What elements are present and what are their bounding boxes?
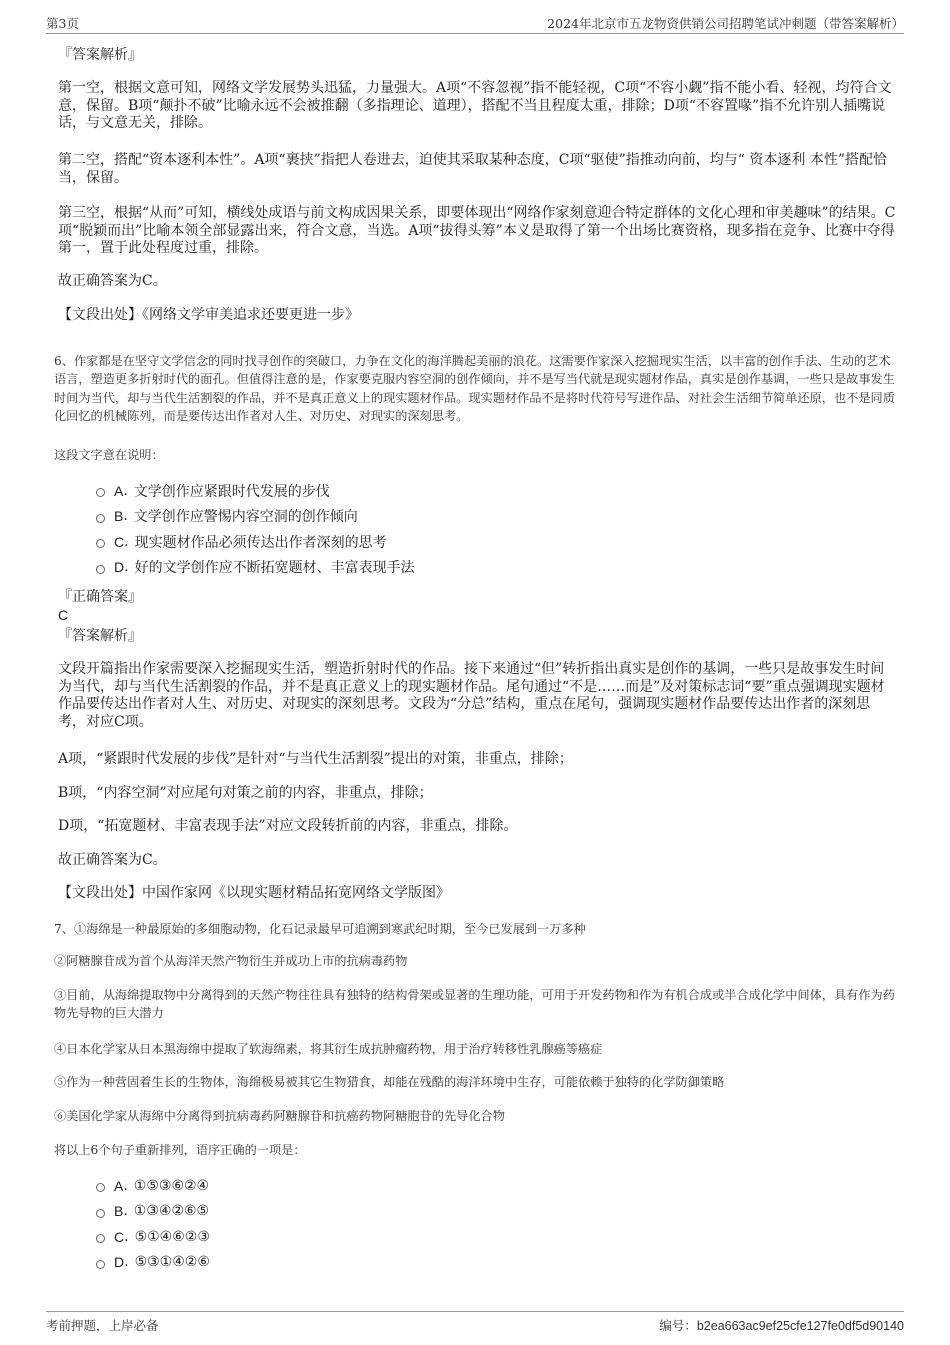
radio-icon[interactable] [96, 1209, 105, 1218]
q7-option-c[interactable]: C . ⑤①④⑥②③ [96, 1224, 596, 1250]
q5-conclusion: 故正确答案为C。 [58, 273, 167, 289]
q6-options [96, 478, 596, 580]
q7-sentence-6: ⑥美国化学家从海绵中分离得到抗病毒药阿糖腺苷和抗癌药物阿糖胞苷的先导化合物 [54, 1109, 505, 1123]
q6-option-b[interactable]: B . 文学创作应警惕内容空洞的创作倾向 [96, 504, 596, 530]
q7-option-d[interactable]: D . ⑤③①④②⑥ [96, 1250, 596, 1276]
q7-sentence-4: ④日本化学家从日本黑海绵中提取了软海绵素，将其衍生成抗肿瘤药物，用于治疗转移性乳腺癌等癌症 [54, 1042, 603, 1056]
radio-icon[interactable] [96, 488, 105, 497]
q6-option-d[interactable]: D . 好的文学创作应不断拓宽题材、丰富表现手法 [96, 555, 596, 581]
q5-source: 【文段出处】《网络文学审美追求还要更进一步》 [58, 307, 359, 323]
q6-correct-label: 『正确答案』 [58, 589, 142, 605]
q7-sentence-3: ③目前，从海绵提取物中分离得到的天然产物往往具有独特的结构骨架或显著的生理功能，可用于开发药物和作为有机合成或半合成化学中间体，具有作为药物先导物的巨大潜力 [54, 988, 895, 1021]
q6-stem: 6、作家都是在坚守文学信念的同时找寻创作的突破口，力争在文化的海洋腾起美丽的浪花。这需要作家深入挖掘现实生活，以丰富的创作手法、生动的艺术语言，塑造更多折射时代的面孔。但值得注意的是，作家要克服内容空洞的创作倾向，并不是写当代就是现实题材作品，真实是创作基调，一些只是故事发生时间为当代，却与当代生活割裂的作品，并不是真正意义上的现实题材作品。现实题材作品不是将时代符号写进作品、对社会生活细节简单还原，也不是同质化回忆的机械陈列，而是要传达出作者对人生、对历史、对现实的深刻思考。 [54, 354, 895, 423]
q5-analysis-p3: 第三空，根据“从而”可知，横线处成语与前文构成因果关系，即要体现出“网络作家刻意迎合特定群体的文化心理和审美趣味”的结果。C项“脱颖而出”比喻本领全部显露出来，符合文意，当选。A项“拔得头筹”本义是取得了第一个出场比赛资格，现多指在竞争、比赛中夺得第一，置于此处程度过重，排除。 [58, 205, 896, 256]
radio-icon[interactable] [96, 539, 105, 548]
q6-conclusion: 故正确答案为C。 [58, 852, 167, 868]
q6-option-a[interactable]: A . 文学创作应紧跟时代发展的步伐 [96, 478, 596, 504]
page-footer [46, 1311, 904, 1338]
footer-slogan: 考前押题，上岸必备 [46, 1318, 159, 1333]
q6-source: 【文段出处】中国作家网《以现实题材精品拓宽网络文学版图》 [58, 885, 450, 901]
q6-note-a: A项，“紧跟时代发展的步伐”是针对“与当代生活割裂”提出的对策，非重点，排除； [58, 751, 573, 767]
radio-icon[interactable] [96, 565, 105, 574]
q5-analysis-p1: 第一空，根据文意可知，网络文学发展势头迅猛，力量强大。A项“不容忽视”指不能轻视，C项“不容小觑”指不能小看、轻视，均符合文意，保留。B项“颠扑不破”比喻永远不会被推翻（多指理论、道理），搭配不当且程度太重，排除；D项“不容置喙”指不允许别人插嘴说话，与文意无关，排除。 [58, 80, 892, 131]
q7-question: 将以上6个句子重新排列，语序正确的一项是： [54, 1143, 306, 1157]
q6-analysis: 文段开篇指出作家需要深入挖掘现实生活，塑造折射时代的作品。接下来通过“但”转折指出真实是创作的基调，一些只是故事发生时间为当代，却与当代生活割裂的作品，并不是真正意义上的现实题材作品。尾句通过“不是……而是”及对策标志词“要”重点强调现实题材作品要传达出作者对人生、对历史、对现实的深刻思考。文段为“分总”结构，重点在尾句，强调现实题材作品要传达出作者的深刻思考，对应C项。 [58, 661, 885, 730]
q7-sentence-5: ⑤作为一种营固着生长的生物体，海绵极易被其它生物猎食，却能在残酷的海洋环境中生存，可能依赖于独特的化学防御策略 [54, 1075, 725, 1089]
q6-question: 这段文字意在说明： [54, 448, 164, 462]
q5-analysis-label: 『答案解析』 [58, 47, 142, 63]
q7-option-a[interactable]: A . ①⑤③⑥②④ [96, 1173, 596, 1199]
q7-sentence-2: ②阿糖腺苷成为首个从海洋天然产物衍生并成功上市的抗病毒药物 [54, 954, 408, 968]
page-header [46, 11, 904, 34]
q6-note-b: B项，“内容空洞”对应尾句对策之前的内容，非重点，排除； [58, 785, 433, 801]
radio-icon[interactable] [96, 1183, 105, 1192]
q6-option-c[interactable]: C . 现实题材作品必须传达出作者深刻的思考 [96, 529, 596, 555]
document-id: 编号：b2ea663ac9ef25cfe127fe0df5d90140 [659, 1318, 904, 1333]
q6-correct-answer: C [58, 607, 69, 623]
q5-analysis-p2: 第二空，搭配“资本逐利本性”。A项“裹挟”指把人卷进去，迫使其采取某种态度，C项“驱使”指推动向前，均与“ 资本逐利 本性”搭配恰当，保留。 [58, 152, 887, 186]
q7-options [96, 1173, 596, 1275]
q6-analysis-label: 『答案解析』 [58, 628, 142, 644]
radio-icon[interactable] [96, 1234, 105, 1243]
q7-option-b[interactable]: B . ①③④②⑥⑤ [96, 1199, 596, 1225]
radio-icon[interactable] [96, 1260, 105, 1269]
page-number: 第3页 [46, 16, 79, 31]
q6-note-d: D项，“拓宽题材、丰富表现手法”对应文段转折前的内容，非重点，排除。 [58, 818, 518, 834]
document-title: 2024年北京市五龙物资供销公司招聘笔试冲刺题（带答案解析） [547, 16, 904, 31]
q7-sentence-1: 7、①海绵是一种最原始的多细胞动物，化石记录最早可追溯到寒武纪时期，至今已发展到一万多种 [54, 922, 586, 936]
radio-icon[interactable] [96, 514, 105, 523]
